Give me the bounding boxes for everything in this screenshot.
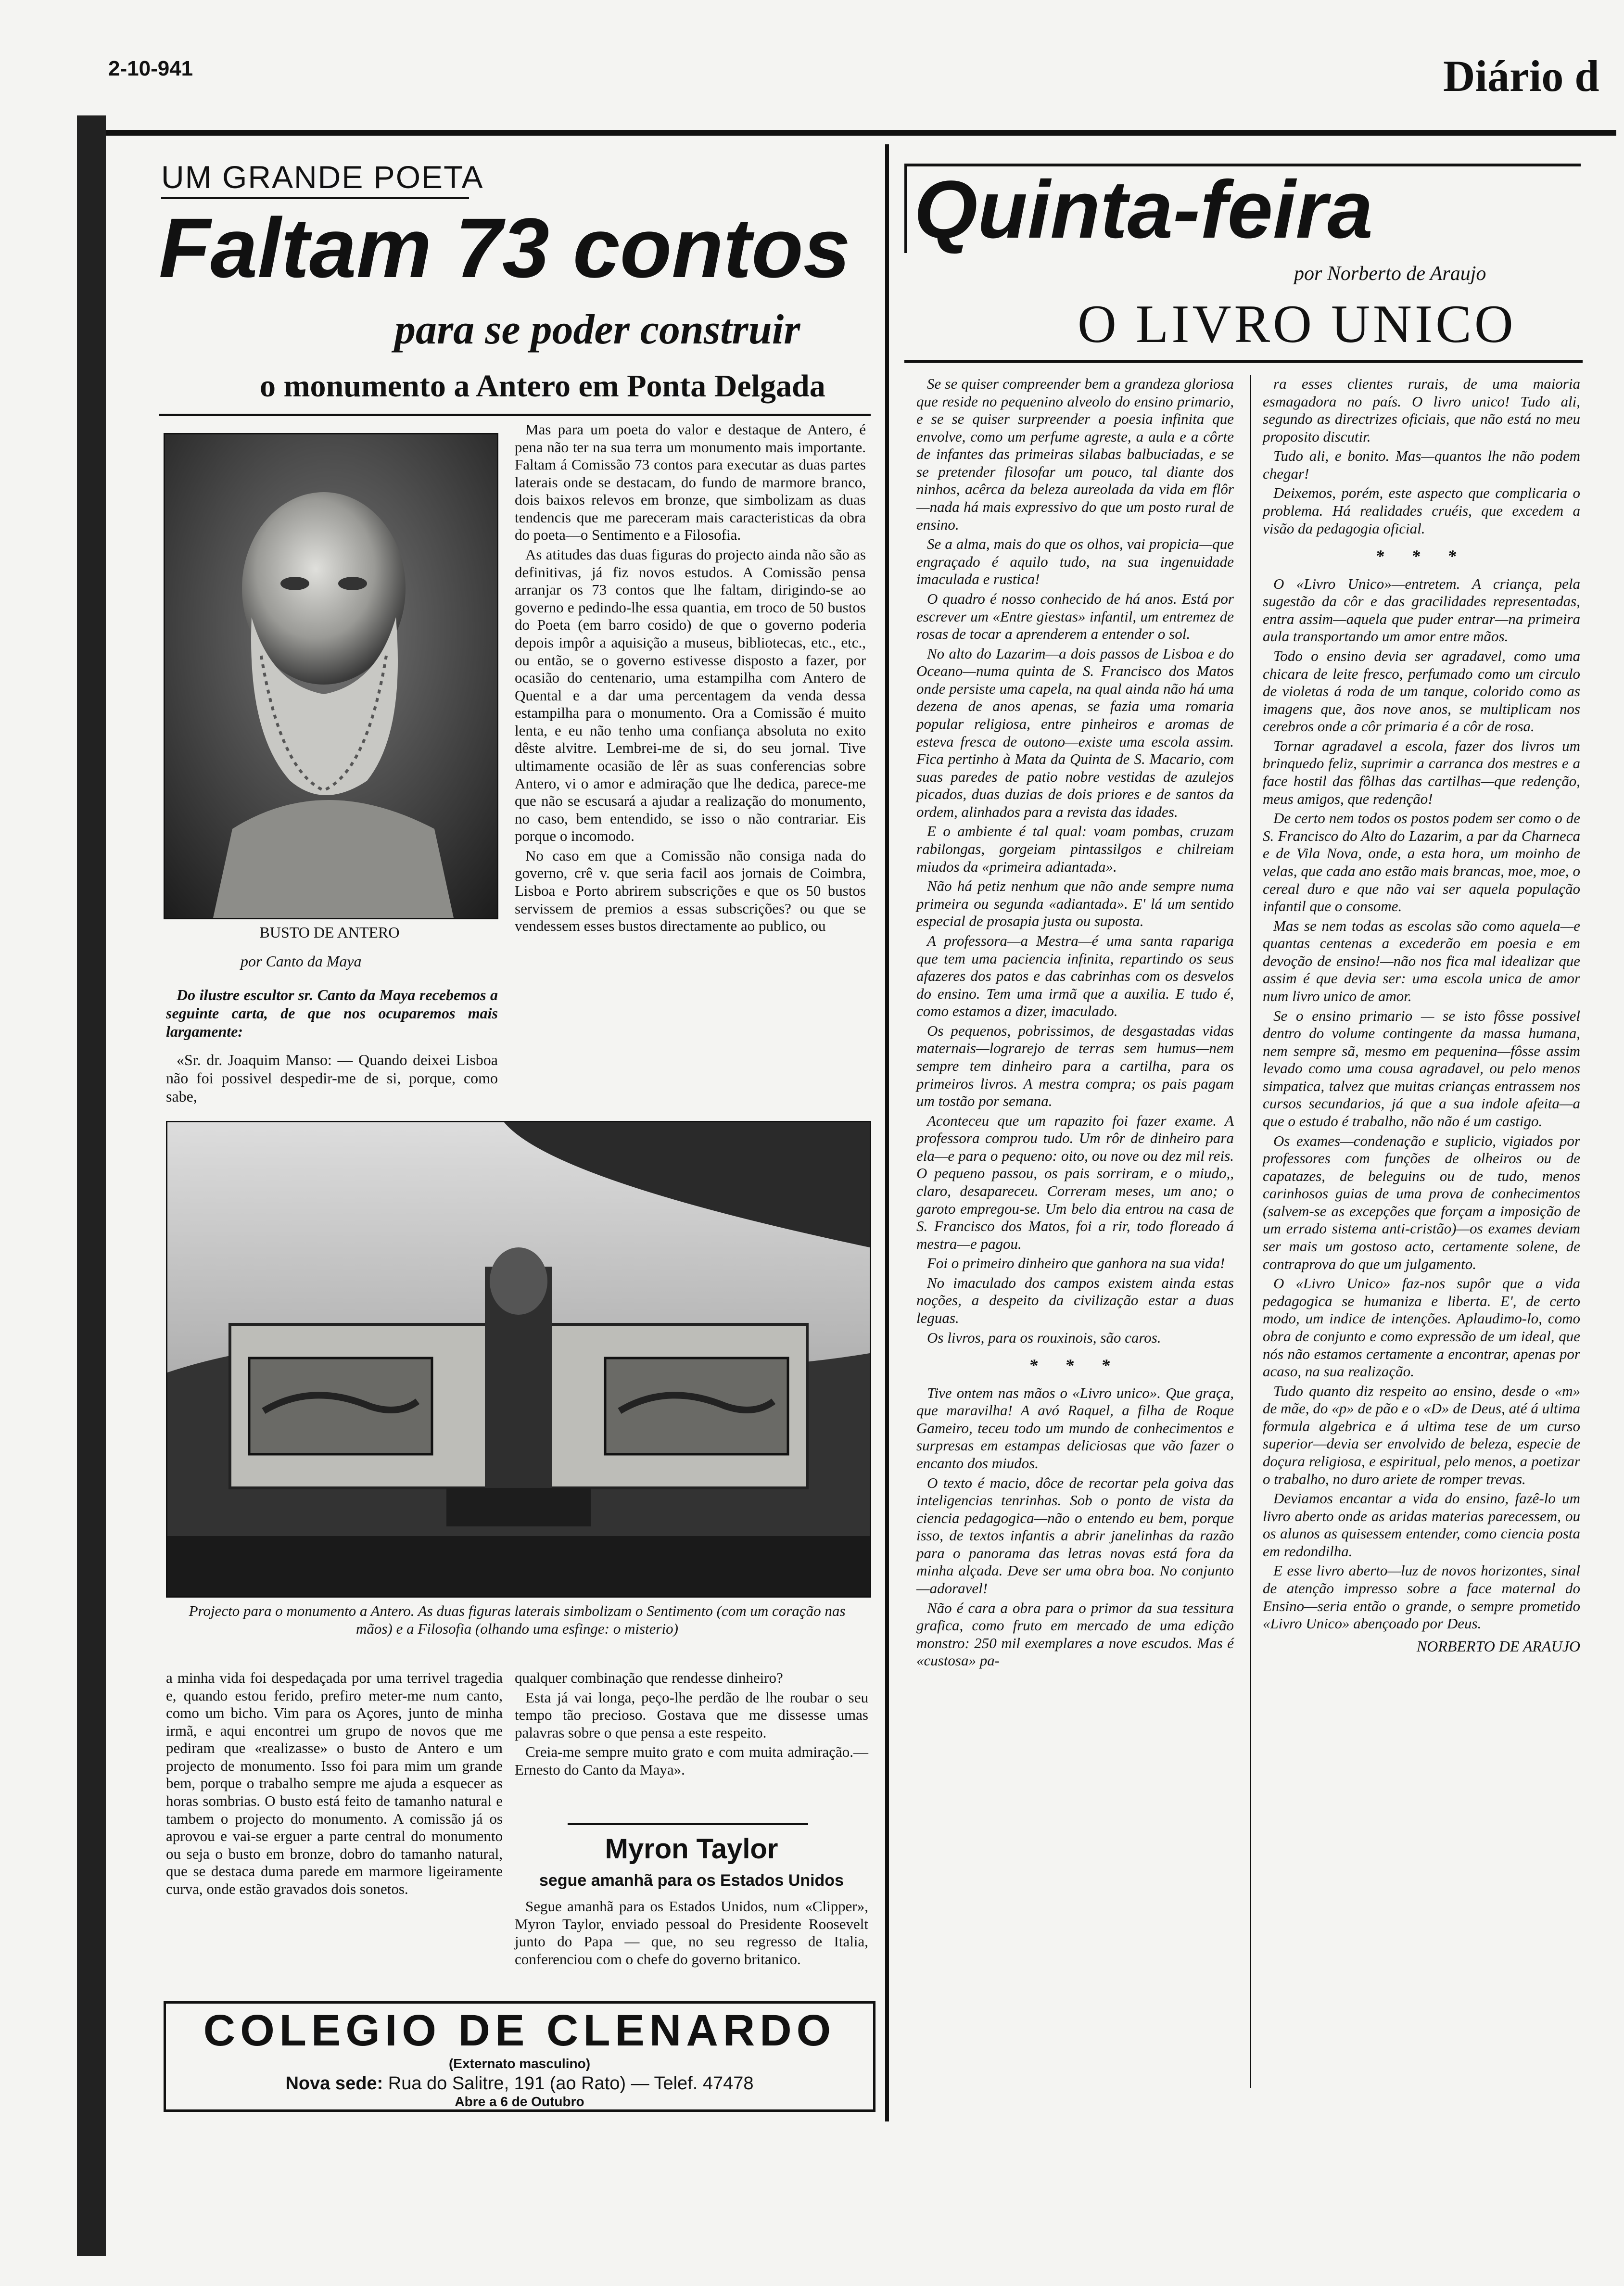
bust-credit: por Canto da Maya: [241, 952, 362, 970]
letter-bottom-left: a minha vida foi despedaçada por uma terrivel tragedia e, quando estou ferido, prefiro meter-me num canto, como um bicho. Vim para os Açores, junto de minha irmã, e aqui encontrei um grupo de novos que me pediram que «realizasse» o busto de Antero e um projecto de monumento. Isso foi para mim um grande bem, porque o trabalho sempre me ajuda a esquecer as horas sombrias. O busto está feito de tamanho natural e tambem o projecto do monumento. A comissão já os aprovou e vai-se erguer a parte central do monumento ou seja o busto em bronze, dobro do tamanho natural, que se destaca duma parede em marmore ligeiramente curva, onde estão gravados dois sonetos.: [166, 1669, 503, 1897]
colegio-ad: [164, 2001, 875, 2112]
monument-caption: Projecto para o monumento a Antero. As duas figuras laterais simbolizam o Sentimento (com um coração nas mãos) e a Filosofia (olhando uma esfinge: o misterio): [189, 1602, 846, 1638]
ad-school-name: COLEGIO DE CLENARDO: [203, 2006, 836, 2055]
ad-school-type: (Externato masculino): [448, 2056, 591, 2071]
center-divider: [885, 144, 889, 2121]
letter-column-right: Mas para um poeta do valor e destaque de Antero, é pena não ter na sua terra um monumento mais importante. Faltam á Comissão 73 contos para executar as duas partes laterais onde se destacam, do fundo de marmore branco, dois baixos relevos em bronze, que simbolizam as duas tendencis que me pareceram mais caracteristicas da obra do poeta—o Sentimento e a Filosofia. As atitudes das duas figuras do projecto ainda não são as definitivas, já fiz novos estudos. A Comissão pensa arranjar os 73 contos que lhe faltam, dirigindo-se ao governo e pedindo-lhe essa quantia, em troco de 50 bustos do Poeta (em barro cosido) de que o governo poderia depois impôr a aquisição a museus, bibliotecas, etc., etc., ou então, se o governo estivesse disposto a fazer, por ocasião do centenario, uma estampilha com Antero de Quental e a dar uma percentagem da venda dessa estampilha para o monumento. Ora a Comissão é muito lenta, e eu não tenho uma confiança absoluta no exito dêste alvitre. Lembrei-me de si, do seu jornal. Tive ultimamente ocasião de lêr as suas conferencias sobre Antero, vi o amor e admiração que lhe dedica, parece-me que não se escusará a ajudar a realização do monumento, no caso, bem entendido, se isso o não contrariar. Eis porque o incomodo. No caso em que a Comissão não consiga nada do governo, crê v. que seria facil aos jornais de Coimbra, Lisboa e Porto abrirem subscrições e que os 50 bustos servissem de premios a essas subscrições? ou que se vendessem esses bustos directamente ao publico, ou: [515, 421, 866, 935]
section-separator: * * *: [1029, 1356, 1121, 1375]
bust-of-antero-image: [165, 434, 497, 918]
article-column-1: Se se quiser compreender bem a grandeza gloriosa que reside no pequenino alveolo do ensino primario, e se se quiser surpreender a poesia infinita que envolve, como um perfume agreste, a aula e a côrte de infantes das primeiras silabas balbuciadas, e se se pretender filosofar um pouco, tal diante dos ninhos, acêrca da beleza aureolada da vida em flôr—nada há mais expressivo do que um posto rural de ensino. Se a alma, mais do que os olhos, vai propicia—que engraçado é aquilo tudo, na sua ingenuidade imaculada e rustica! O quadro é nosso conhecido de há anos. Está por escrever um «Entre giestas» infantil, um entremez de rosas de tocar a aprenderem a entender o sol. No alto do Lazarim—a dois passos de Lisboa e do Oceano—numa quinta de S. Francisco dos Matos onde persiste uma capela, na qual ainda não há uma dezena de anos apenas, se fazia uma romaria popular religiosa, entre pinheiros e aromas de esteva fresca de outono—existe uma escola assim. Fica pertinho à Mata da Quinta de S. Macario, com suas paredes de patio nobre vestidas de azulejos picados, duas duzias de dois priores e de santos da ordem, alinhados para a revista das idades. E o ambiente é tal qual: voam pombas, cruzam rabilongas, gorgeiam pintassilgos e chilreiam miudos da «primeira adiantada». Não há petiz nenhum que não ande sempre numa primeira ou segunda «adiantada». E' lá um sentido especial de prosapia justa ou suposta. A professora—a Mestra—é uma santa rapariga que tem uma paciencia infinita, repartindo os seus afazeres dos patos e das cabrinhas com os desvelos do ensino. Tem uma irmã que a auxilia. E tudo é, como estamos a dizer, imaculado. Os pequenos, pobrissimos, de desgastadas vidas maternais—lograrejo de terras sem humus—nem sempre tem dinheiro para a cartilha, para os primeiros livros. A mestra compra; os pais pagam um tostão por semana. Aconteceu que um rapazito foi fazer exame. A professora comprou tudo. Um rôr de dinheiro para ela—e para o pequeno: oito, ou nove ou dez mil reis. O pequeno passou, os pais sorriram, e o miudo,, claro, desapareceu. Correram meses, um ano; o garoto empregou-se. Um belo dia entrou na casa de S. Francisco dos Matos, foi a rir, todo floreado á mestra—e pagou. Foi o primeiro dinheiro que ganhora na sua vida! No imaculado dos campos existem ainda estas noções, a despeito da civilização estar a duas leguas. Os livros, para os rouxinois, são caros. * * * Tive ontem nas mãos o «Livro unico». Que graça, que maravilha! A avó Raquel, a filha de Roque Gameiro, teceu todo um mundo de conhecimentos e surpresas em estampas deliciosas que vão fazer o encanto dos miudos. O texto é macio, dôce de recortar pela goiva das inteligencias tenrinhas. Sob o ponto de vista da ciencia pedagogica—não o entendo eu bem, porque isso, de textos infantis a abrir janelinhas da razão para o panorama das letras novas está fora da minha alçada. Deve ser uma obra boa. No conjunto—adoravel! Não é cara a obra para o primor da sua tessitura grafica, como fruto em mercado de uma edição monstro: 250 mil exemplares a nove escudos. Mas é «custosa» pa-: [916, 375, 1234, 1669]
taylor-text: Segue amanhã para os Estados Unidos, num «Clipper», Myron Taylor, enviado pessoal do Presidente Roosevelt junto do Papa — que, no seu regresso de Italia, conferenciou com o chefe do governo britanico.: [515, 1898, 868, 1968]
kicker-underline: [161, 197, 469, 199]
letter-intro: Do ilustre escultor sr. Canto da Maya recebemos a seguinte carta, de que nos ocuparemos mais largamente:: [166, 986, 498, 1040]
page-date: 2-10-941: [108, 57, 193, 80]
article-subheadline: para se poder construir: [394, 306, 800, 353]
letter-start: «Sr. dr. Joaquim Manso: — Quando deixei Lisboa não foi possivel despedir-me de si, porque, como sabe,: [166, 1051, 498, 1105]
article-column-2: ra esses clientes rurais, de uma maioria esmagadora no país. O livro unico! Tudo ali, segundo as directrizes oficiais, que não está no meu proposito discutir. Tudo ali, e bonito. Mas—quantos lhe não podem chegar! Deixemos, porém, este aspecto que complicaria o problema. Há realidades cruéis, que excedem a visão da pedagogia oficial. * * * O «Livro Unico»—entretem. A criança, pela sugestão da côr e das gracilidades representadas, entra assim—aquela que puder entrar—na primeira aula transportando um amor entre mãos. Todo o ensino devia ser agradavel, como uma chicara de leite fresco, perfumado como um circulo de violetas á roda de um tanque, colorido como as imagens que, ãos nove anos, se multiplicam nos cerebros onde a côr primaria é a côr de rosa. Tornar agradavel a escola, fazer dos livros um brinquedo feliz, suprimir a carranca dos mestres e a face hostil das fôlhas das cartilhas—que redenção, meus amigos, que redenção! De certo nem todos os postos podem ser como o de S. Francisco do Alto do Lazarim, a par da Charneca e de Vila Nova, onde, a esta hora, um moinho de velas, que cada ano estão mais brancas, moe, moe, o cereal duro e que não vai ser aquela população infantil que o consome. Mas se nem todas as escolas são como aquela—e quantas centenas a excederão em poesia e em devoção de ensino!—não nos fica mal idealizar que assim é que devia ser: uma escola unica de amor num livro unico de amor. Se o ensino primario — se isto fôsse possivel dentro do volume contingente da massa humana, nem sempre sã, mesmo em pequenina—fôsse assim levado como uma cousa agradavel, ou pelo menos simpatica, talvez que muitas crianças entrassem nos cursos secundarios, já que a sua indole afeita—a que o estudo é trabalho, não não é um castigo. Os exames—condenação e suplicio, vigiados por professores com funções de olheiros ou de capatazes, de beleguins ou de tudo, menos carinhosos guias de uma prova de conhecimentos (salvem-se as excepções que forçam a imposição de um errado sistema anti-cristão)—os exames deviam ser mais um gostoso acto, certamente solene, de contraprova do que um julgamento. O «Livro Unico» faz-nos supôr que a vida pedagogica se humaniza e liberta. E', de certo modo, um indice de intenções. Aplaudimo-lo, como obra de conjunto e como expressão de um ideal, que nós não estamos certamente a encontrar, apenas por acaso, na sua realização. Tudo quanto diz respeito ao ensino, desde o «m» de mãe, do «p» de pão e o «D» de Deus, até á ultima formula algebrica e á ultima tese de um curso superior—devia ser envolvido de beleza, especie de doçura religiosa, e espiritual, pelo menos, a poetizar o trabalho, no duro ariete de romper trevas. Deviamos encantar a vida do ensino, fazê-lo um livro aberto onde as aridas materias parecessem, ou os alunos as quisessem entender, como ciencia posta em redondilha. E esse livro aberto—luz de novos horizontes, sinal de atenção impresso sobre a face maternal do Ensino—seria então o grande, o sempre prometido «Livro Unico» abençoado por Deus. NORBERTO DE ARAUJO: [1263, 375, 1580, 1655]
left-binding-bar: [77, 115, 106, 2256]
author-signature: NORBERTO DE ARAUJO: [1416, 1637, 1580, 1655]
monument-photo: [166, 1121, 871, 1598]
column-byline: por Norberto de Araujo: [1294, 263, 1486, 285]
top-rule: [77, 130, 1616, 136]
subtitle-underline: [904, 360, 1583, 363]
ad-address-label: Nova sede:: [285, 2073, 383, 2094]
bust-caption: BUSTO DE ANTERO: [259, 924, 400, 941]
ad-address: Rua do Salitre, 191 (ao Rato) — Telef. 47478: [388, 2073, 754, 2094]
bust-photo: [164, 433, 498, 919]
article-subheadline-2: o monumento a Antero em Ponta Delgada: [260, 368, 825, 404]
article-headline: Faltam 73 contos: [159, 201, 850, 295]
newspaper-masthead: Diário d: [1443, 51, 1599, 101]
ad-opening: Abre a 6 de Outubro: [455, 2094, 584, 2109]
section-separator-2: * * *: [1375, 546, 1468, 566]
column-subtitle: O LIVRO UNICO: [1078, 294, 1516, 354]
column-divider: [1250, 375, 1251, 2088]
taylor-subheadline: segue amanhã para os Estados Unidos: [539, 1871, 844, 1890]
article-kicker: UM GRANDE POETA: [161, 159, 484, 195]
ad-address-line: [166, 2073, 873, 2094]
taylor-top-rule: [568, 1823, 808, 1825]
headline-bottom-rule: [159, 414, 871, 416]
letter-bottom-right: qualquer combinação que rendesse dinheiro? Esta já vai longa, peço-lhe perdão de lhe roubar o seu tempo tão precioso. Gostava que me dissesse umas palavras sobre o que pensa a este respeito. Creia-me sempre muito grato e com muita admiração.—Ernesto do Canto da Maya».: [515, 1669, 868, 1778]
column-headline: Quinta-feira: [914, 164, 1373, 255]
taylor-headline: Myron Taylor: [605, 1833, 778, 1865]
monument-project-image: [167, 1122, 870, 1596]
